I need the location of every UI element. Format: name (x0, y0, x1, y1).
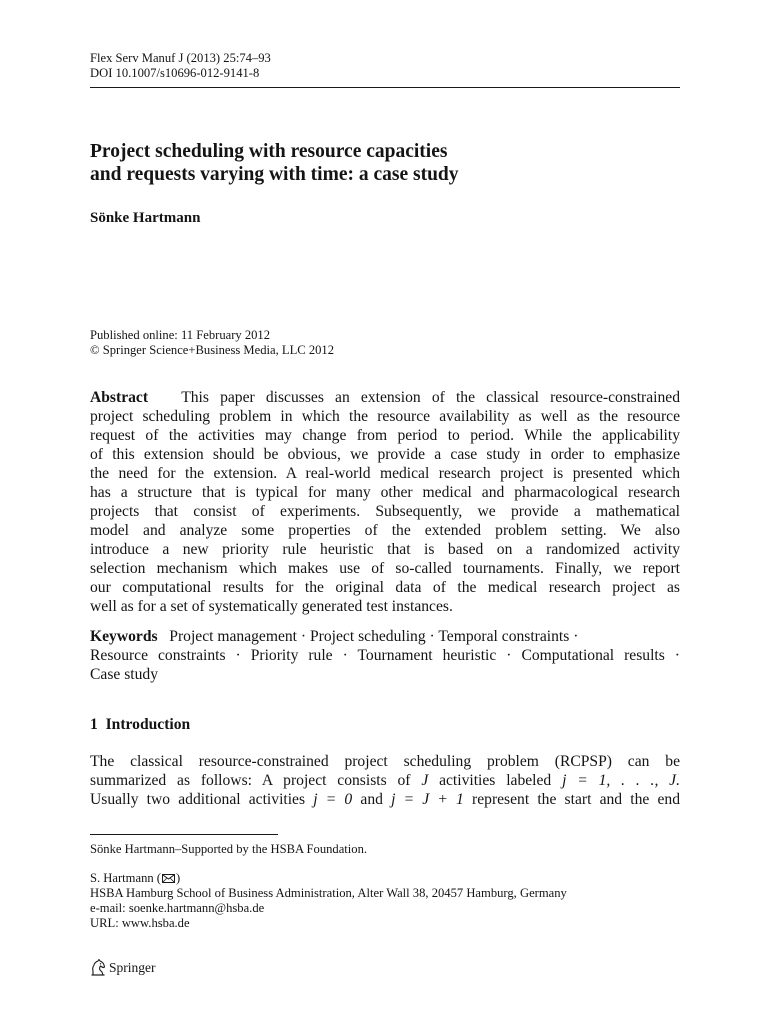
keywords-label: Keywords (90, 628, 158, 645)
journal-citation: Flex Serv Manuf J (2013) 25:74–93 (90, 51, 271, 65)
abstract-line: project scheduling problem in which the resource availability as well as the resource (90, 408, 680, 425)
abstract-line: well as for a set of systematically generated test instances. (90, 598, 453, 615)
abstract-line: selection mechanism which makes use of so-called tournaments. Finally, we report (90, 560, 680, 577)
title-line-1: Project scheduling with resource capacities (90, 141, 448, 162)
abstract-label: Abstract (90, 389, 149, 406)
abstract-line: introduce a new priority rule heuristic that is based on a randomized activity (90, 541, 680, 558)
section-number: 1 (90, 716, 98, 733)
envelope-icon (162, 874, 175, 883)
abstract-line: projects that consist of experiments. Subsequently, we provide a mathematical (90, 503, 680, 520)
springer-knight-icon (90, 959, 106, 976)
publication-info (90, 328, 334, 358)
abstract-line: our computational results for the original data of the medical research project as (90, 579, 680, 596)
abstract-line: request of the activities may change from period to period. While the applicability (90, 427, 680, 444)
affiliation (90, 871, 567, 931)
section-heading (90, 716, 190, 734)
intro-line: The classical resource-constrained project scheduling problem (RCPSP) can be (90, 753, 680, 770)
abstract (90, 388, 680, 616)
publisher-name: Springer (109, 959, 156, 975)
footnote: Sönke Hartmann–Supported by the HSBA Foundation. (90, 842, 368, 856)
paper-title (90, 140, 680, 186)
intro-line: Usually two additional activities j = 0 and j = J + 1 represent the start and the end (90, 791, 680, 808)
author-email[interactable]: e-mail: soenke.hartmann@hsba.de (90, 901, 265, 915)
title-line-2: and requests varying with time: a case study (90, 164, 459, 185)
section-title: Introduction (105, 716, 191, 733)
keywords-line: Resource constraints · Priority rule · Tournament heuristic · Computational results · (90, 647, 680, 664)
abstract-line: Abstract This paper discusses an extension of the classical resource-constrained (90, 389, 680, 406)
abstract-line: the need for the extension. A real-world medical research project is presented which (90, 465, 680, 482)
published-date: Published online: 11 February 2012 (90, 328, 271, 342)
author-name: Sönke Hartmann (90, 210, 201, 226)
header-rule (90, 87, 680, 88)
corresponding-author: S. Hartmann ( ) (90, 871, 181, 885)
abstract-line: of this extension should be obvious, we provide a case study in order to emphasize (90, 446, 680, 463)
footnote-rule (90, 834, 278, 835)
journal-doi: DOI 10.1007/s10696-012-9141-8 (90, 66, 260, 80)
affiliation-address: HSBA Hamburg School of Business Administration, Alter Wall 38, 20457 Hamburg, Germany (90, 886, 567, 900)
introduction-text (90, 752, 680, 809)
abstract-line: has a structure that is typical for many other medical and pharmacological research (90, 484, 680, 501)
abstract-line: model and analyze some properties of the extended problem setting. We also (90, 522, 680, 539)
keywords-line: Keywords Project management · Project scheduling · Temporal constraints · (90, 628, 579, 645)
copyright: © Springer Science+Business Media, LLC 2012 (90, 343, 335, 357)
intro-line: summarized as follows: A project consists of J activities labeled j = 1, . . ., J. (90, 772, 680, 789)
journal-header (90, 51, 271, 81)
keywords (90, 627, 680, 684)
author-url[interactable]: URL: www.hsba.de (90, 916, 190, 930)
keywords-line: Case study (90, 666, 159, 683)
publisher-logo (90, 959, 156, 976)
